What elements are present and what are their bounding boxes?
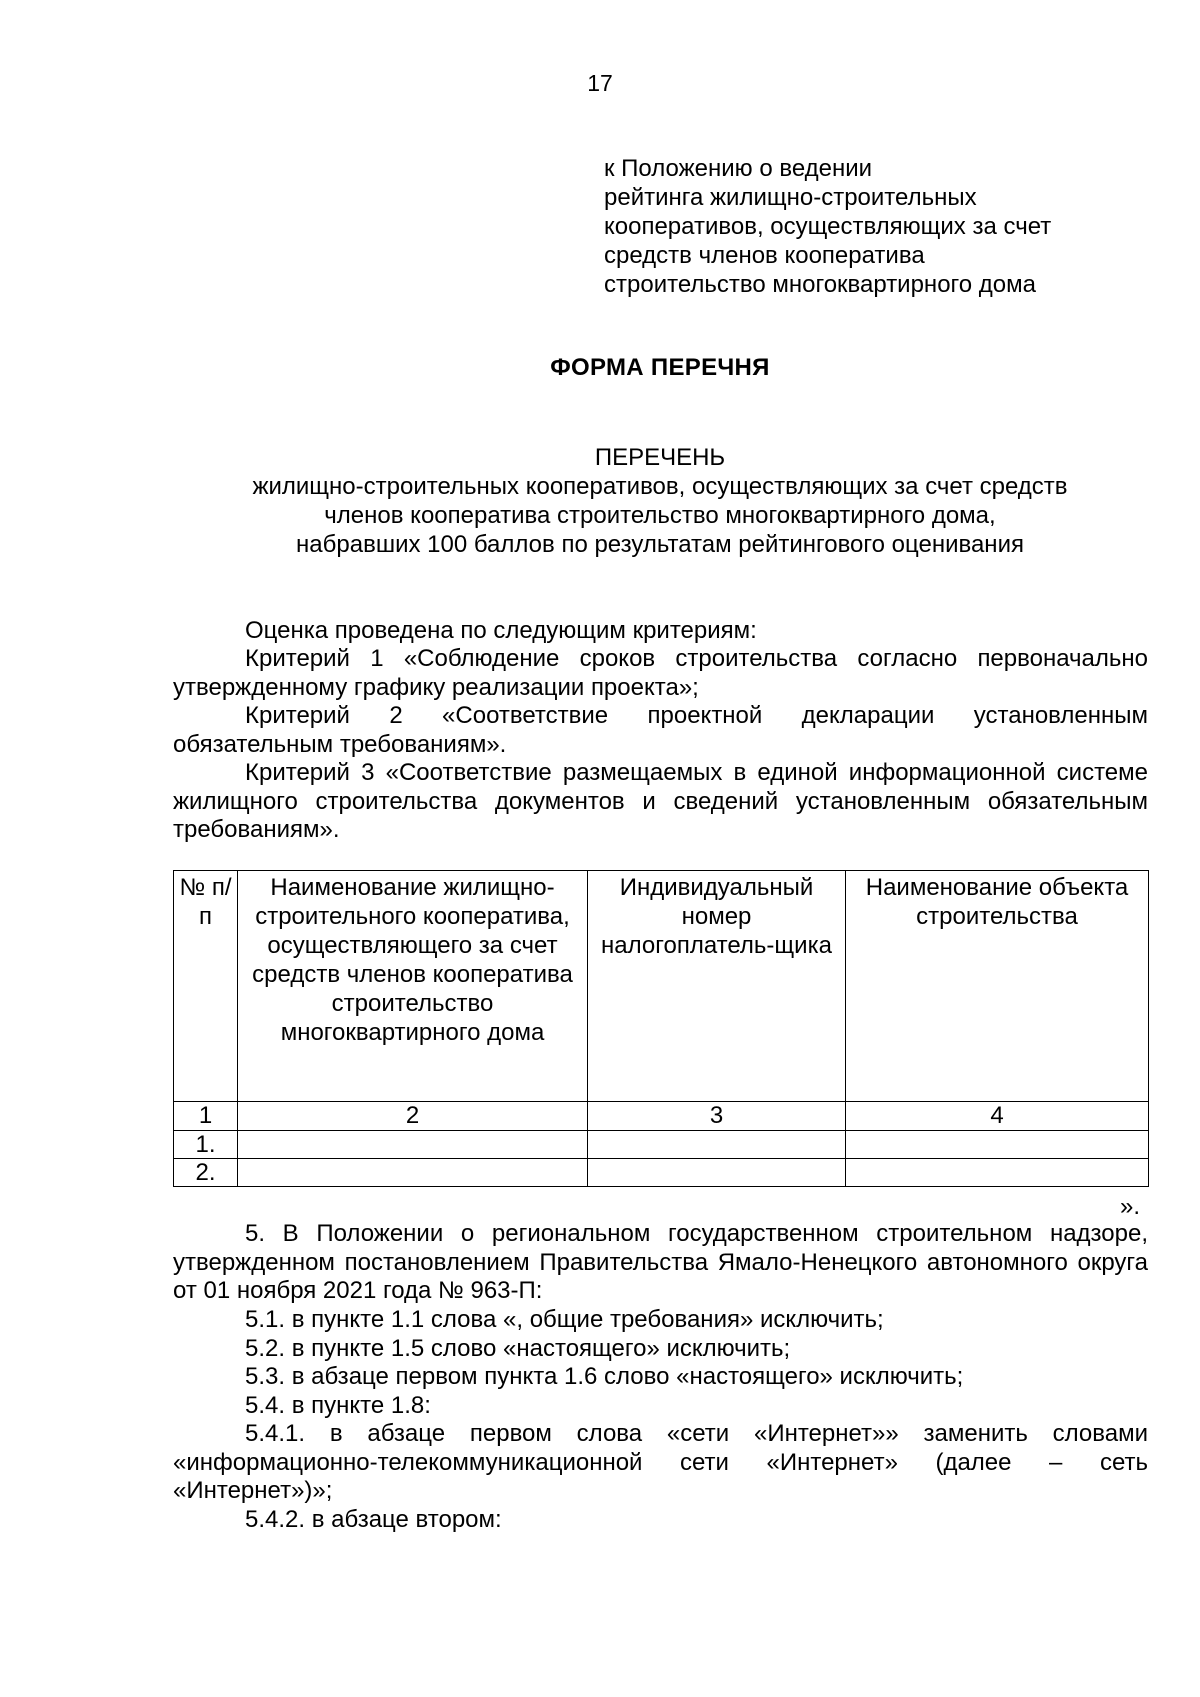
attachment-note-line: рейтинга жилищно-строительных [604,184,977,211]
criteria-item-1: Критерий 1 «Соблюдение сроков строительства согласно первоначально утвержденному графику реализации проекта»; [173,645,1148,701]
column-number: 2 [238,1102,588,1131]
criteria-item-2: Критерий 2 «Соответствие проектной декларации установленным обязательным требованиям». [173,702,1148,758]
attachment-note-line: средств членов кооператива [604,242,925,269]
header-taxpayer-number: Индивидуальный номер налогоплатель-щика [588,871,846,1102]
amendment-item-5-4-1: 5.4.1. в абзаце первом слова «сети «Интернет»» заменить словами «информационно-телекоммуникационной сети «Интернет» (далее – сеть «Интернет»)»; [173,1420,1148,1505]
table-row [174,1159,1149,1187]
table-row [174,1131,1149,1159]
attachment-note-line: кооперативов, осуществляющих за счет [604,213,1052,240]
header-number: № п/п [174,871,238,1102]
amendment-item-5-2: 5.2. в пункте 1.5 слово «настоящего» исключить; [245,1335,791,1362]
table-cell [238,1131,588,1159]
list-title-line: набравших 100 баллов по результатам рейтингового оценивания [296,531,1024,558]
attachment-note-line: к Положению о ведении [604,155,873,182]
table-cell: 2. [174,1159,238,1187]
amendment-item-5: 5. В Положении о региональном государственном строительном надзоре, утвержденном постановлением Правительства Ямало-Ненецкого автономного округа от 01 ноября 2021 года № 963-П: [173,1220,1148,1305]
list-title [170,443,1150,559]
list-title-line: жилищно-строительных кооперативов, осуществляющих за счет средств [252,473,1068,500]
attachment-note-line: строительство многоквартирного дома [604,271,1036,298]
list-title-heading: ПЕРЕЧЕНЬ [594,444,726,471]
page-number: 17 [587,70,613,96]
amendment-item-5-4: 5.4. в пункте 1.8: [245,1392,431,1419]
column-number: 3 [588,1102,846,1131]
amendment-item-5-1: 5.1. в пункте 1.1 слова «, общие требования» исключить; [245,1306,884,1333]
table-cell: 1. [174,1131,238,1159]
header-object-name: Наименование объекта строительства [846,871,1149,1102]
header-cooperative-name: Наименование жилищно-строительного кооператива, осуществляющего за счет средств членов кооператива строительство многоквартирного дома [238,871,588,1102]
list-title-line: членов кооператива строительство многоквартирного дома, [324,502,996,529]
criteria-item-3: Критерий 3 «Соответствие размещаемых в единой информационной системе жилищного строительства документов и сведений установленным обязательным требованиям». [173,759,1148,844]
attachment-note [604,154,1051,299]
table-cell [588,1159,846,1187]
table-cell [588,1131,846,1159]
table-cell [238,1159,588,1187]
table-header-row [174,871,1149,1102]
column-number: 4 [846,1102,1149,1131]
column-number: 1 [174,1102,238,1131]
table-cell [846,1159,1149,1187]
amendment-item-5-4-2: 5.4.2. в абзаце втором: [245,1506,502,1533]
amendment-item-5-3: 5.3. в абзаце первом пункта 1.6 слово «настоящего» исключить; [245,1363,964,1390]
form-title: ФОРМА ПЕРЕЧНЯ [550,354,770,381]
perechen-table [173,870,1149,1187]
table-cell [846,1131,1149,1159]
criteria-intro: Оценка проведена по следующим критериям: [245,617,757,644]
quote-close: ». [1120,1193,1141,1220]
table-numbering-row [174,1102,1149,1131]
